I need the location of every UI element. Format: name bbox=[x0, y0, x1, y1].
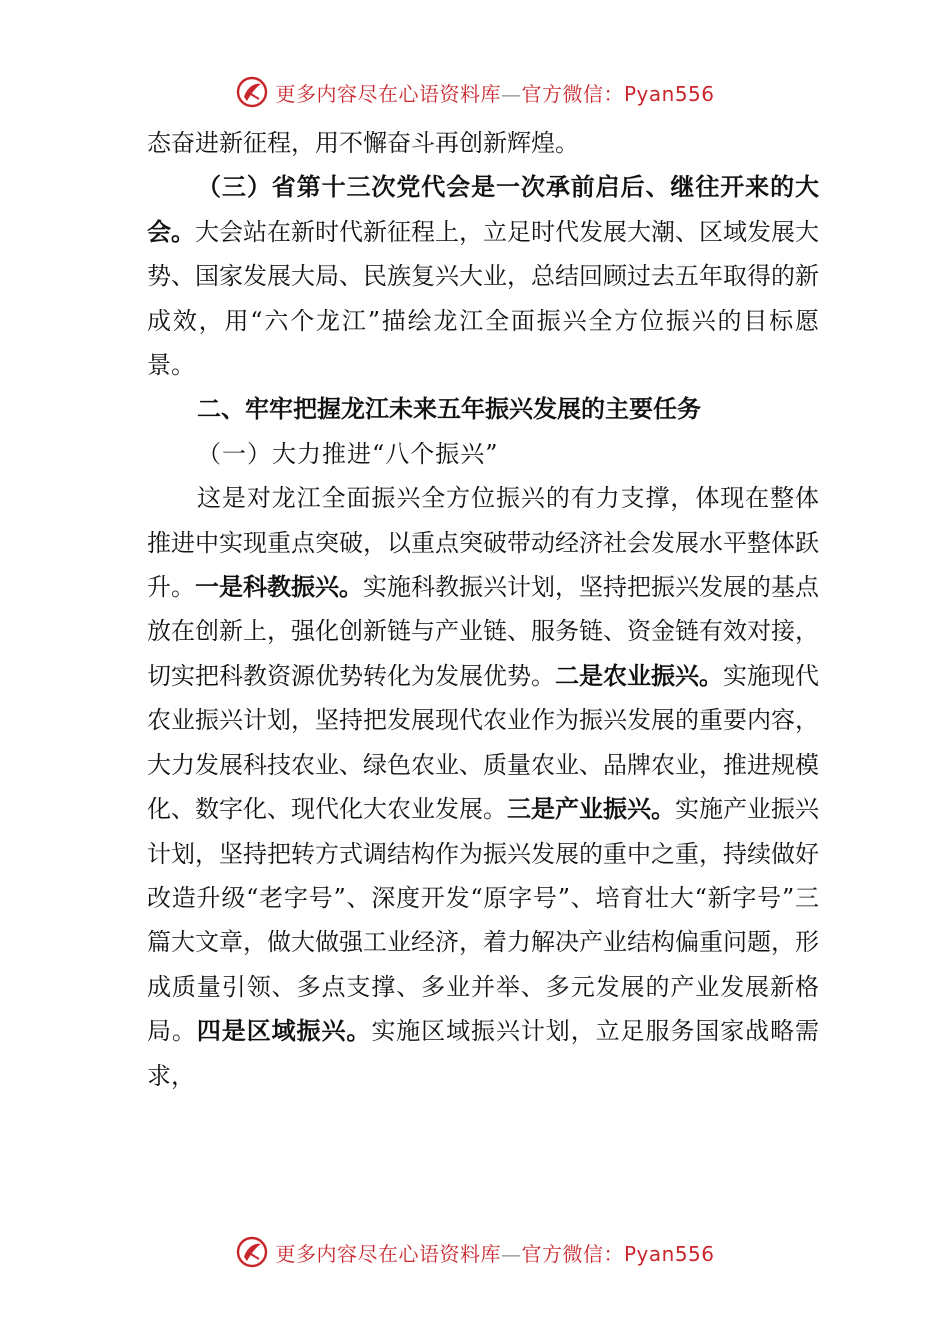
document-body bbox=[147, 121, 819, 1098]
paragraph-third-point: （三）省第十三次党代会是一次承前启后、继往开来的大会。大会站在新时代新征程上，立足时代发展大潮、区域发展大势、国家发展大局、民族复兴大业，总结回顾过去五年取得的新成效，用“六个龙江”描绘龙江全面振兴全方位振兴的目标愿景。 bbox=[147, 173, 819, 380]
bold-item-2: 二是农业振兴。 bbox=[555, 661, 723, 690]
footer-banner bbox=[0, 1232, 950, 1272]
subsection-heading-eight-revitalizations: （一）大力推进“八个振兴” bbox=[197, 439, 499, 468]
bold-item-1: 一是科教振兴。 bbox=[195, 573, 363, 602]
brand-logo-icon bbox=[235, 1235, 269, 1269]
header-brand-text: 更多内容尽在心语资料库—官方微信：Pyan556 bbox=[275, 81, 715, 106]
bold-lead-sentence: （三）省第十三次党代会是一次承前启后、继往开来的大会。 bbox=[147, 173, 819, 246]
bold-item-3: 三是产业振兴。 bbox=[507, 795, 675, 824]
brand-logo-icon bbox=[235, 75, 269, 109]
bold-item-4: 四是区域振兴。 bbox=[196, 1017, 372, 1046]
paragraph-continuation: 态奋进新征程，用不懈奋斗再创新辉煌。 bbox=[147, 129, 579, 157]
footer-brand-text: 更多内容尽在心语资料库—官方微信：Pyan556 bbox=[275, 1241, 715, 1266]
paragraph-eight-revitalizations: 这是对龙江全面振兴全方位振兴的有力支撑，体现在整体推进中实现重点突破，以重点突破带动经济社会发展水平整体跃升。一是科教振兴。实施科教振兴计划，坚持把振兴发展的基点放在创新上，强化创新链与产业链、服务链、资金链有效对接，切实把科教资源优势转化为发展优势。二是农业振兴。实施现代农业振兴计划，坚持把发展现代农业作为振兴发展的重要内容，大力发展科技农业、绿色农业、质量农业、品牌农业，推进规模化、数字化、现代化大农业发展。三是产业振兴。实施产业振兴计划，坚持把转方式调结构作为振兴发展的重中之重，持续做好改造升级“老字号”、深度开发“原字号”、培育壮大“新字号”三篇大文章，做大做强工业经济，着力解决产业结构偏重问题，形成质量引领、多点支撑、多业并举、多元发展的产业发展新格局。四是区域振兴。实施区域振兴计划，立足服务国家战略需求， bbox=[147, 484, 820, 1090]
section-heading-main-tasks: 二、牢牢把握龙江未来五年振兴发展的主要任务 bbox=[197, 395, 701, 424]
header-banner bbox=[0, 72, 950, 112]
